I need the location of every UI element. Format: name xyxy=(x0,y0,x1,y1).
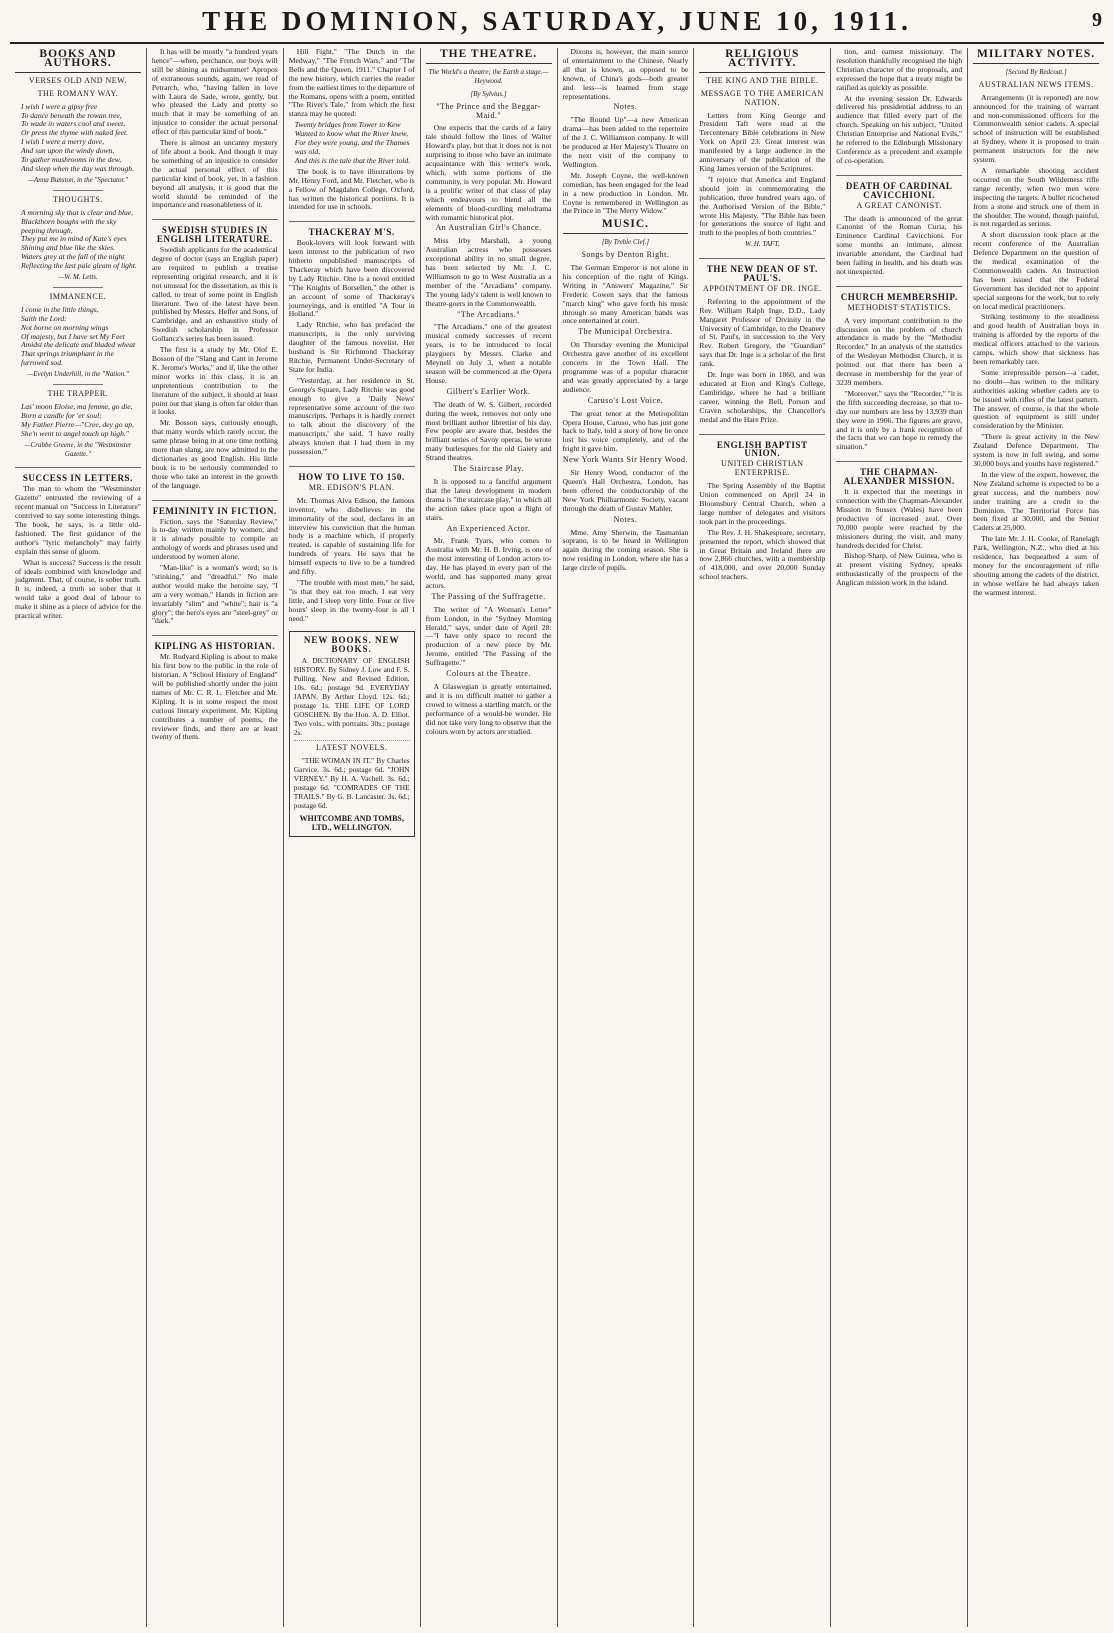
thoughts-signature: —W. M. Letts. xyxy=(58,273,98,282)
advertiser-name: WHITCOMBE AND TOMBS, LTD., WELLINGTON. xyxy=(299,813,404,832)
colours-heading: Colours at the Theatre. xyxy=(446,669,531,679)
christian-enterprise-subheading: UNITED CHRISTIAN ENTERPRISE. xyxy=(721,459,804,478)
king-bible-heading: THE KING AND THE BIBLE. xyxy=(706,75,819,85)
church-membership-heading: CHURCH MEMBERSHIP. xyxy=(836,286,962,302)
thoughts-verse: A morning sky that is clear and blue, Blackthorn boughs with the sky peeping through, They put me in mind of Kate's eyes Shining and blue like the skies. Waters grey at the fall of the night Reflecting the last pale gleam of light. xyxy=(21,207,137,271)
religious-activity-heading: RELIGIOUS ACTIVITY. xyxy=(699,48,825,73)
femininity-paragraph-1: Fiction, says the "Saturday Review," is to-day written mainly by women; and it is already possible to compile an anthology of words and phrases used and understood by women alone. xyxy=(151,516,278,562)
romany-way-verse: I wish I were a gipsy free To dance beneath the rowan tree, To wade in waters cool and sweet, Or press the thyme with naked feet. I wish I were a merry dove, And sun upon the windy down, To gather mushrooms in the dew, And sleep when the day was through. xyxy=(21,101,134,173)
colours-paragraph: A Glaswegian is greatly entertained, and it is no difficult matter to gather a crowd to witness a startling match, or the performance of a would-be wonder. He did not take very long to observe that the colours worn by actors are studied. xyxy=(425,682,552,736)
column-1 xyxy=(10,48,147,1627)
songs-heading: Songs by Denton Right. xyxy=(581,250,670,260)
books-and-authors-heading: BOOKS AND AUTHORS. xyxy=(15,48,141,73)
baptist-continued-2: At the evening session Dr. Edwards delivered his presidential address to an audience that filled every part of the church. Speaking on his subject, "United Christian Enterprise and National Evils," he referred to the Edinburgh Missionary Conference as a precedent and example of co-operation. xyxy=(836,93,963,165)
page-number: 9 xyxy=(1092,9,1102,31)
experienced-actor-paragraph: Mr. Frank Tyars, who comes to Australia with Mr. H. B. Irving, is one of the most interesting of London actors to-day. He has played in every part of the world, and has supported many great actors. xyxy=(425,536,552,590)
staircase-play-paragraph: It is opposed to a fanciful argument that the latest development in modern drama is "the staircase play," in which all the action takes place upon a flight of stairs. xyxy=(425,476,552,522)
membership-paragraph-2: "Moreover," says the "Recorder," "it is the fifth succeeding decrease, so that to-day our numbers are less by 13,939 than they were in 1906. The figures are grave, and it is only by a frank recognition of the facts that we can hope to remedy the situation." xyxy=(836,388,963,452)
thoughts-title: THOUGHTS. xyxy=(53,194,103,204)
romany-way-signature: —Anna Bunston, in the "Spectator." xyxy=(27,175,129,184)
thackeray-paragraph-3: "Yesterday, at her residence in St. George's Square, Lady Ritchie was good enough to give a 'Daily News' representative some account of the two manuscripts. 'Perhaps it is hardly correct to talk about the discovery of the manuscripts,' she said. 'I have really always known that I had them in my possession.'" xyxy=(288,375,415,457)
theatre-motto: The World's a theatre; the Earth a stage.—Heywood. xyxy=(428,67,549,85)
theatre-notes-heading: Notes. xyxy=(613,102,638,112)
suffragette-paragraph: The writer of "A Woman's Letter" from London, in the "Sydney Morning Herald," says, under date of April 28:—"I have only space to record the production of a new piece by Mr. Jerome, entitled 'The Passing of the Suffragette.'" xyxy=(425,604,552,668)
newspaper-title: THE DOMINION, SATURDAY, JUNE 10, 1911. xyxy=(202,6,912,36)
taft-signature: W. H. TAFT. xyxy=(745,240,780,249)
column-8 xyxy=(968,48,1104,1627)
mission-paragraph-2: Bishop Sharp, of New Guinea, who is at present visiting Sydney, speaks enthusiastically of the prospects of the Anglican mission work in the island. xyxy=(836,551,963,588)
kipling-continued: Hill Fight," "The Dutch in the Medway," "The French Wars," and "The Bells and the Queen, 1911." Chapter I of the new history, which carries the reader from the earliest times to the departure of the Romans, opens with a poem, entitled "The River's Tale," from which the first stanza may be quoted: xyxy=(288,48,415,119)
music-heading: MUSIC. xyxy=(563,218,689,234)
divider xyxy=(53,190,103,191)
femininity-heading: FEMININITY IN FICTION. xyxy=(152,500,278,516)
municipal-orchestra-heading: The Municipal Orchestra. xyxy=(578,327,673,337)
success-paragraph-2: What is success? Success is the result of ideals combined with knowledge and judgment. That, of course, is sober truth. It is, indeed, a truth so sober that it would take a good deal of labour to make it shine as a piece of advice for the practical writer. xyxy=(15,557,141,621)
american-message-subheading: MESSAGE TO THE AMERICAN NATION. xyxy=(700,88,824,107)
military-paragraph-7: In the view of the expert, however, the New Zealand scheme is expected to be a great success, and the numbers now under training are a credit to the Dominion. The Territorial Force has been fixed at 30,000, and the Senior Cadets at 25,000. xyxy=(973,469,1099,533)
cardinal-paragraph: The death is announced of the great Canonist of the Roman Curia, his Eminence Cardinal Cavicchioni. For some months an intimate, almost invariable attendant, the Cardinal had been failing in health, and his death was not unexpected. xyxy=(836,213,963,276)
dr-inge-subheading: APPOINTMENT OF DR. INGE. xyxy=(702,283,822,293)
chapman-alexander-heading: THE CHAPMAN-ALEXANDER MISSION. xyxy=(836,461,962,486)
latest-novels-heading: LATEST NOVELS. xyxy=(316,743,388,753)
column-6 xyxy=(694,48,831,1627)
divider xyxy=(294,740,410,741)
theatre-notes-paragraph-1: "The Round Up"—a new American drama—has been added to the repertoire of the J. C. Williamson company. It will be produced at Her Majesty's Theatre on the next visit of the company to Wellington. xyxy=(562,115,689,169)
divider xyxy=(53,287,103,288)
verses-heading: VERSES OLD AND NEW. xyxy=(28,75,127,85)
songs-paragraph: The German Emperor is not alone in his conception of the right of Kings. Writing in "Answers' Magazine," Sir Frederic Cowen says that the famous "march king" who gave forth his music through so many American bands was once entertained at court. xyxy=(562,263,689,326)
suffragette-heading: The Passing of the Suffragette. xyxy=(431,591,546,601)
mission-paragraph-1: It is expected that the meetings in connection with the Chapman-Alexander Mission in Sussex (Wales) have been productive of increased zeal. Over 70,000 people were reached by the missioners during the visit, and many hundreds decided for Christ. xyxy=(836,487,963,550)
king-bible-paragraph-2: "I rejoice that America and England should join in commemorating the publication, three hundred years ago, of the Authorised Version of the Bible," wrote His Majesty. "The Bible has been for generations the source of light and truth to the peoples of both countries." xyxy=(699,174,826,238)
arcadians-heading: "The Arcadians." xyxy=(457,309,521,319)
columns xyxy=(10,48,1104,1627)
military-paragraph-1: Arrangements (it is reported) are now announced for the training of warrant and non-commissioned officers for the Commonwealth senior cadets. A special school of instruction will be established at Sydney, where it is proposed to train permanent instructors for the new system. xyxy=(973,92,1099,165)
caruso-paragraph: The great tenor at the Metropolitan Opera House, Caruso, who has just gone back to Italy, told a story of how he once lost his voice completely, and of the fright it gave him. xyxy=(562,408,689,454)
military-paragraph-4: Striking testimony to the steadiness and good health of Australian boys in training is afforded by the reports of the medical officers attached to the various camps, which show that sickness has been remarkably rare. xyxy=(973,312,1099,366)
swedish-studies-heading: SWEDISH STUDIES IN ENGLISH LITERATURE. xyxy=(152,219,278,244)
thackeray-paragraph-2: Lady Ritchie, who has prefaced the manuscripts, is the only surviving daughter of the famous novelist. Her husband is Sir Richmond Thackeray Ritchie, Permanent Under-Secretary of State for India. xyxy=(288,320,415,374)
immanence-signature: —Evelyn Underhill, in the "Nation." xyxy=(27,370,129,379)
prince-beggar-maid-paragraph: One expects that the cards of a fairy tale should follow the lines of Walter Howard's play, but that it does not is not surprising to those who have an intimate acquaintance with this writer's work, which, with some portions of the community, is very popular. Mr. Howard is a prolific writer of that class of play which endeavours to blend all the elements of blood-curdling melodrama with romantic historical plot. xyxy=(425,123,552,222)
column-5 xyxy=(558,48,695,1627)
divider xyxy=(53,384,103,385)
latest-novels-list: "THE WOMAN IN IT." By Charles Garvice. 3s. 6d.; postage 6d. "JOHN VERNEY." By H. A. Vachell. 3s. 6d.; postage 6d. "COMRADES OF THE TRAILS." By G. B. Lancaster. 3s. 6d.; postage 6d. xyxy=(293,756,410,810)
australian-news-heading: AUSTRALIAN NEWS ITEMS. xyxy=(978,79,1094,89)
immanence-title: IMMANENCE. xyxy=(49,291,107,301)
thackeray-paragraph-1: Book-lovers will look forward with keen interest to the publication of two hitherto unpublished manuscripts of Thackeray which have been discovered by Lady Ritchie. One is a novel entitled "The Knights of Borsellen," the other is an account of some of Thackeray's journeyings, and is entitled "A Tour in Holland." xyxy=(288,238,415,319)
thackeray-heading: THACKERAY M'S. xyxy=(289,221,415,237)
edison-paragraph-2: "The trouble with most men," he said, "is that they eat too much. I eat very little, and I sleep very little. Four or five hours' sleep in the twenty-four is all I need." xyxy=(288,577,415,623)
military-paragraph-5: Some irrepressible person—a cadet, no doubt—has written to the military authorities asking whether cadets are to be issued with rifles of the latest pattern. The answer, of course, is that the whole question of equipment is still under consideration by the Minister. xyxy=(973,367,1099,431)
kipling-paragraph: Mr. Rudyard Kipling is about to make his first bow to the public in the role of historian. A "School History of England" will be published shortly under the joint names of Mr. C. R. L. Fletcher and Mr. Kipling. It is in some respect the most curious literary experiment. Mr. Kipling contributes a number of poems, the reviewer finds, and there are at least twenty of them. xyxy=(151,652,278,742)
rivers-tale-verse: Twenty bridges from Tower to Kew Wanted to know what the River knew, For they were young, and the Thames was old, And this is the tale that the River told. xyxy=(294,120,411,165)
baptist-continued-1: tion, and earnest missionary. The resolution thankfully recognised the high Christian character of the proposals, and expressed the hope that a treaty might be ratified as quickly as possible. xyxy=(836,48,963,92)
australian-girl-heading: An Australian Girl's Chance. xyxy=(435,223,542,233)
swedish-paragraph-1: Swedish applicants for the academical degree of doctor (says an English paper) are required to publish a treatise representing original research, and it is not unusual for the dissertation, as this is called, to treat of some point in English literature. Two of the latest have been published by Messrs. Heffer and Sons, of Cambridge, and an exhaustive study of Swedish scholarship in Professor Gollancz's series has been issued. xyxy=(151,245,278,344)
military-paragraph-2: A remarkable shooting accident occurred on the South Wilderness rifle range recently, when two men were inspecting the targets. A bullet ricocheted from a stone and struck one of them in the shoulder. The wound, though painful, is not regarded as serious. xyxy=(973,165,1099,229)
theatre-notes-paragraph-2: Mr. Joseph Coyne, the well-known comedian, has been engaged for the lead in a new production in London. Mr. Coyne is remembered in Wellington as the Prince in "The Merry Widow." xyxy=(562,170,689,216)
success-in-letters-heading: SUCCESS IN LETTERS. xyxy=(15,467,141,483)
kipling-heading: KIPLING AS HISTORIAN. xyxy=(152,635,278,651)
membership-paragraph-1: A very important contribution to the discussion on the problem of church attendance is made by the "Methodist Recorder." In an analysis of the statistics of the Wesleyan Methodist Church, it is pointed out that there has been a decrease in membership for the year of 3239 members. xyxy=(836,315,963,387)
caruso-heading: Caruso's Lost Voice. xyxy=(587,395,664,405)
cardinal-death-heading: DEATH OF CARDINAL CAVICCHIONI. xyxy=(836,175,962,200)
dean-st-pauls-heading: THE NEW DEAN OF ST. PAUL'S. xyxy=(699,258,825,283)
trapper-signature: —Crabbe Greene, in the "Westminster Gazette." xyxy=(24,440,132,458)
military-paragraph-6: "There is great activity in the New Zealand Defence Department. The system is now in full swing, and some 30,000 boys and youths have registered." xyxy=(973,432,1099,468)
military-notes-heading: MILITARY NOTES. xyxy=(973,48,1099,64)
edison-plan-subheading: MR. EDISON'S PLAN. xyxy=(308,482,395,492)
municipal-orchestra-paragraph: On Thursday evening the Municipal Orchestra gave another of its excellent concerts in the Town Hall. The programme was of a popular character and was greatly appreciated by a large audience. xyxy=(562,340,689,394)
trapper-title: THE TRAPPER. xyxy=(47,389,109,399)
success-paragraph-1: The man to whom the "Westminster Gazette" entrusted the reviewing of a recent manual on "Success in Literature" contrived to say some interesting things. The book, he says, is a little old-fashioned. The first guidance of the author's "lyric melancholy" may fairly explain this sense of gloom. xyxy=(15,484,141,556)
romany-way-title: THE ROMANY WAY. xyxy=(37,88,119,98)
military-byline: [Second By Redcoat.] xyxy=(1005,67,1067,76)
great-canonist-subheading: A GREAT CANONIST. xyxy=(856,200,942,210)
australian-girl-paragraph: Miss Irby Marshall, a young Australian actress who possesses exceptional ability in no small degree, has been selected by Mr. J. C. Williamson to go to West Australia as a member of the "Arcadians" company. The young lady's talent is well known to theatre-goers in the Commonwealth. xyxy=(425,236,552,308)
article-paragraph: There is almost an uncanny mystery of life about a book. And though it may be something of an injustice to consider the actual personal effect of this particular kind of book, yet, in a fashion beyond all analysis, it is good that the world should be reminded of the importance and reasonableness of it. xyxy=(151,138,278,210)
column-3 xyxy=(284,48,421,1627)
column-4 xyxy=(421,48,558,1627)
kipling-closing: The book is to have illustrations by Mr. Henry Ford, and Mr. Fletcher, who is a Fellow of Magdalen College, Oxford, has written the historical portions. It is intended for use in schools. xyxy=(288,166,415,212)
femininity-paragraph-2: "Man-like" is a woman's word; so is "stinking," and "dreadful." No male author would make the heroine say, "I am a very woman." Hands in fiction are invariably "slim" and "white"; hair is "a glory"; the hero's eyes are "steel-grey" or "dark." xyxy=(151,563,278,626)
military-paragraph-3: A short discussion took place at the recent conference of the Australian Defence Department on the question of the medical examination of the Commonwealth cadets. An Instruction has been issued that the Federal Government has decided not to appoint special surgeons for the work, but to rely on local medical practitioners. xyxy=(973,230,1099,311)
swedish-paragraph-2: The first is a study by Mr. Olof E. Bosson of the "Slang and Cant in Jerome K. Jerome's Works," and if, like the other minor works in this class, it is an unpretentious contribution to the literature of the subject, it should at least point out that slang is often far older than it looks. xyxy=(151,345,278,417)
music-byline: [By Treble Clef.] xyxy=(601,238,650,247)
king-bible-paragraph-1: Letters from King George and President Taft were read at the Tercentenary Bible celebrations in New York on April 23. Great interest was manifested by a large audience in the anniversary of the publication of the King James version of the Scriptures. xyxy=(699,110,826,173)
music-notes-paragraph: Mme. Amy Sherwin, the Tasmanian soprano, is to be heard in Wellington again during the coming season. She is now residing in London, where she has a large circle of pupils. xyxy=(562,527,689,573)
baptist-paragraph-2: The Rev. J. H. Shakespeare, secretary, presented the report, which showed that in Great Britain and Ireland there are now 2,866 churches, with a membership of 418,000, and over 20,000 Sunday school teachers. xyxy=(699,527,826,582)
new-books-advertisement xyxy=(289,631,415,836)
dr-inge-paragraph-2: Dr. Inge was born in 1860, and was educated at Eton and King's College, Cambridge, where he had a brilliant career, winning the Bell, Porson and Craven scholarships, the Chancellor's medal and the Hare Prize. xyxy=(699,370,826,424)
baptist-union-heading: ENGLISH BAPTIST UNION. xyxy=(699,434,825,459)
gilbert-paragraph: The death of W. S. Gilbert, recorded during the week, removes not only one most brilliant author librettist of his day. Few people are aware that, besides the brilliant series of Savoy operas, he wrote many burlesques for the old Gaiety and Strand theatres. xyxy=(425,399,552,463)
new-books-title: NEW BOOKS. NEW BOOKS. xyxy=(303,635,400,655)
live-to-150-heading: HOW TO LIVE TO 150. xyxy=(289,466,415,482)
music-notes-heading: Notes. xyxy=(613,514,638,524)
henry-wood-heading: New York Wants Sir Henry Wood. xyxy=(562,455,689,465)
theatre-continued: Dixons is, however, the main source of entertainment to the Chinese. Nearly all that is known, as opposed to be known, of China's gods—both greater and less—is learned from stage representations. xyxy=(562,48,689,101)
dr-inge-paragraph-1: Referring to the appointment of the Rev. William Ralph Inge, D.D., Lady Margaret Professor of Divinity in the University of Cambridge, to the Deanery of St. Paul's, in succession to the Very Rev. Robert Gregory, the "Guardian" says that Dr. Inge is a scholar of the first rank. xyxy=(699,296,826,369)
baptist-paragraph-1: The Spring Assembly of the Baptist Union commenced on April 24 in Bloomsbury Central Church, when a large number of delegates and visitors took part in the proceedings. xyxy=(699,481,826,526)
gilbert-heading: Gilbert's Earlier Work. xyxy=(446,386,531,396)
theatre-heading: THE THEATRE. xyxy=(426,48,552,64)
new-books-list: A DICTIONARY OF ENGLISH HISTORY. By Sidney J. Low and F. S. Pulling. New and Revised Edition. 10s. 6d.; postage 9d. EVERYDAY JAPAN. By Arthur Lloyd. 12s. 6d.; postage 1s. THE LIFE OF LORD GOSCHEN. By the Hon. A. D. Elliot. Two vols., with portraits. 30s.; postage 2s. xyxy=(293,656,410,737)
immanence-verse: I come in the little things, Saith the Lord: Not borne on morning wings Of majesty, but I have set My Feet Amidst the delicate and bladed wheat That springs triumphant in the furrowed sod. xyxy=(21,304,136,368)
theatre-byline: [By Sylvius.] xyxy=(470,89,507,98)
edison-paragraph-1: Mr. Thomas Alva Edison, the famous inventor, who disbelieves in the immortality of the soul, declares in an interview his conviction that the human body is a machine which, if properly treated, is capable of sustaining life for hundreds of years. He says that he himself expects to live to be a hundred and fifty. xyxy=(288,495,415,577)
trapper-verse: Las' moon Eloise, ma femme, go die, Born a candle for 'er soul; My Father Pierre—"Cree, dey go up, She'n went to angel touch up high." xyxy=(21,402,134,438)
methodist-statistics-subheading: METHODIST STATISTICS. xyxy=(847,302,951,312)
arcadians-paragraph: "The Arcadians," one of the greatest musical comedy successes of recent years, is to be introduced to local playgoers by Messrs. Clarke and Meynell on July 3, when a notable season will be commenced at the Opera House. xyxy=(425,322,552,385)
prince-beggar-maid-heading: "The Prince and the Beggar-Maid." xyxy=(436,101,541,120)
military-paragraph-8: The late Mr. J. H. Cooke, of Ranelagh Park, Wellington, N.Z., who died at his residence, has bequeathed a sum of money for the encouragement of rifle shooting among the cadets of the district, in whose welfare he had always taken the warmest interest. xyxy=(973,534,1099,597)
henry-wood-paragraph: Sir Henry Wood, conductor of the Queen's Hall Orchestra, London, has been offered the conductorship of the New York Philharmonic Society, vacant through the death of Gustav Mahler. xyxy=(562,468,689,513)
swedish-paragraph-3: Mr. Bosson says, curiously enough, that many words which rarely occur, the same phrase being in at one time nothing more than slang, are now admitted to the dictionaries as good English. His little book is to be seriously commended to those who take an interest in the growth of the language. xyxy=(151,418,278,490)
experienced-actor-heading: An Experienced Actor. xyxy=(446,523,531,533)
staircase-play-heading: The Staircase Play. xyxy=(453,464,524,474)
masthead xyxy=(10,4,1104,44)
column-2 xyxy=(147,48,284,1627)
article-paragraph: It has will be mostly "a hundred years hence"—when, perchance, our boys will still be shining as midsummer! Apropos of extraneous sounds, again, we read of Petrarch, who, "having fallen in love with Laura de Sade, wrote, gently, but who pleased the Lady and pretty so much that it may be something of an injustice to consider the actual personal effect of this particular kind of book." xyxy=(151,48,278,137)
column-7 xyxy=(831,48,968,1627)
